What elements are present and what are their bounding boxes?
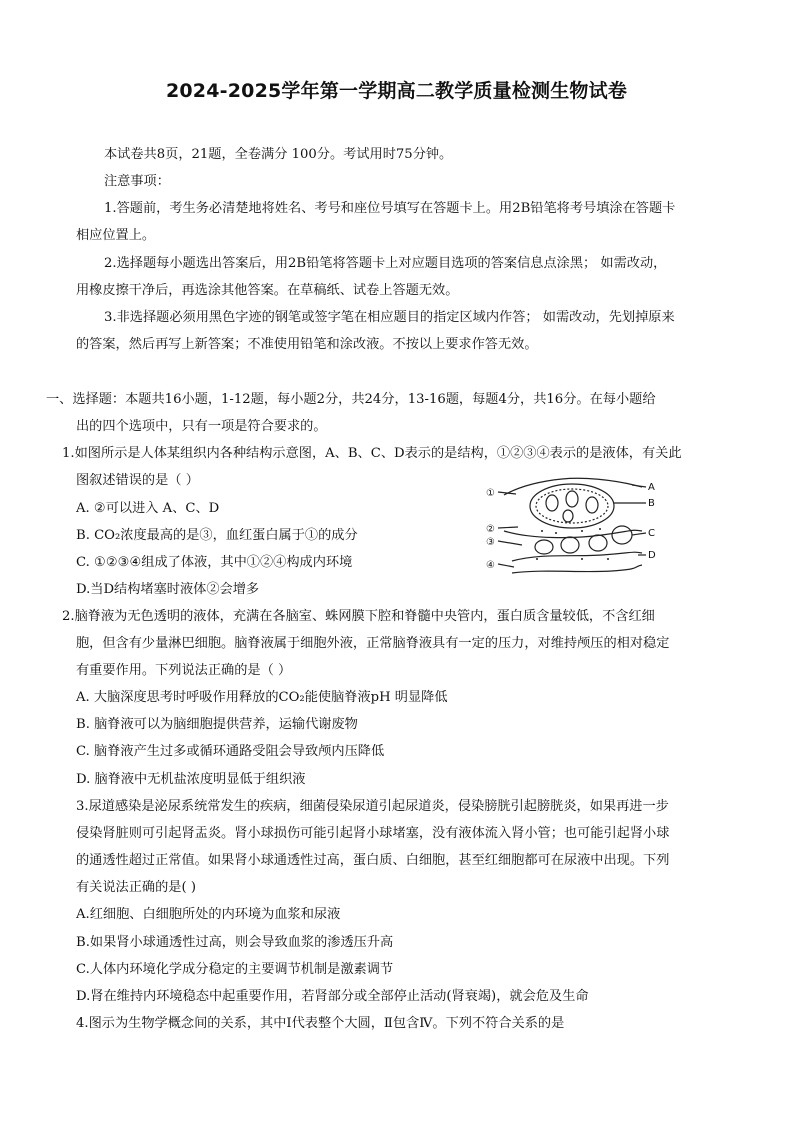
note-2-cont: 用橡皮擦干净后，再选涂其他答案。在草稿纸、试卷上答题无效。	[76, 283, 459, 298]
fig-label-c: C	[648, 528, 655, 539]
q2-option-b: B. 脑脊液可以为脑细胞提供营养，运输代谢废物	[76, 717, 358, 732]
fig-label-2: ②	[486, 524, 495, 535]
section-heading: 一、选择题：本题共16小题，1-12题，每小题2分，共24分，13-16题，每题4分，共16分。在每小题给	[46, 392, 656, 407]
q1-option-b: B. CO₂浓度最高的是③，血红蛋白属于①的成分	[76, 528, 358, 543]
section-heading-cont: 出的四个选项中，只有一项是符合要求的。	[76, 419, 327, 434]
fig-label-d: D	[648, 550, 656, 561]
q2-stem: 2.脑脊液为无色透明的液体，充满在各脑室、蛛网膜下腔和脊髓中央管内，蛋白质含量较低，不含红细	[62, 609, 655, 624]
fig-label-4: ④	[486, 560, 495, 571]
fig-label-b: B	[648, 498, 655, 509]
q2-option-a: A. 大脑深度思考时呼吸作用释放的CO₂能使脑脊液pH 明显降低	[76, 690, 448, 705]
exam-info: 本试卷共8页，21题，全卷满分 100分。考试用时75分钟。	[104, 147, 453, 162]
fig-label-a: A	[648, 482, 655, 493]
fig-label-1: ①	[486, 488, 495, 499]
q3-stem-cont-2: 的通透性超过正常值。如果肾小球通透性过高，蛋白质、白细胞，甚至红细胞都可在尿液中出现。下列	[76, 853, 670, 868]
q3-option-d: D.肾在维持内环境稳态中起重要作用，若肾部分或全部停止活动(肾衰竭)，就会危及生命	[76, 989, 589, 1004]
q3-stem: 3.尿道感染是泌尿系统常发生的疾病，细菌侵染尿道引起尿道炎，侵染膀胱引起膀胱炎，如果再进一步	[76, 799, 669, 814]
q1-stem-cont: 图叙述错误的是（ ）	[76, 473, 199, 488]
q4-stem: 4.图示为生物学概念间的关系，其中Ⅰ代表整个大圆，Ⅱ包含Ⅳ。下列不符合关系的是	[76, 1016, 565, 1031]
q1-option-c: C. ①②③④组成了体液，其中①②④构成内环境	[76, 555, 353, 570]
tissue-structure-diagram	[482, 473, 662, 583]
q1-option-d: D.当D结构堵塞时液体②会增多	[76, 582, 260, 597]
q1-stem: 1.如图所示是人体某组织内各种结构示意图，A、B、C、D表示的是结构，①②③④表示的是液体，有关此	[62, 446, 682, 461]
q3-option-a: A.红细胞、白细胞所处的内环境为血浆和尿液	[76, 907, 341, 922]
q3-stem-cont-1: 侵染肾脏则可引起肾盂炎。肾小球损伤可能引起肾小球堵塞，没有液体流入肾小管；也可能引起肾小球	[76, 826, 670, 841]
note-3-cont: 的答案，然后再写上新答案；不准使用铅笔和涂改液。不按以上要求作答无效。	[76, 337, 538, 352]
fig-label-3: ③	[486, 537, 495, 548]
q2-option-c: C. 脑脊液产生过多或循环通路受阻会导致颅内压降低	[76, 744, 385, 759]
note-3: 3.非选择题必须用黑色字迹的钢笔或签字笔在相应题目的指定区域内作答； 如需改动，先划掉原来	[104, 310, 675, 325]
q2-stem-cont-1: 胞，但含有少量淋巴细胞。脑脊液属于细胞外液，正常脑脊液具有一定的压力，对维持颅压的相对稳定	[76, 636, 670, 651]
q2-stem-cont-2: 有重要作用。下列说法正确的是（ ）	[76, 663, 292, 678]
q3-option-c: C.人体内环境化学成分稳定的主要调节机制是激素调节	[76, 962, 394, 977]
q1-option-a: A. ②可以进入 A、C、D	[76, 501, 220, 516]
page-title: 2024-2025学年第一学期高二教学质量检测生物试卷	[165, 80, 628, 102]
q2-option-d: D. 脑脊液中无机盐浓度明显低于组织液	[76, 772, 306, 787]
note-2: 2.选择题每小题选出答案后，用2B铅笔将答题卡上对应题目选项的答案信息点涂黑； 如需改动，	[104, 256, 667, 271]
note-1-cont: 相应位置上。	[76, 228, 156, 243]
q3-stem-cont-3: 有关说法正确的是( )	[76, 880, 196, 895]
notes-heading: 注意事项：	[104, 174, 170, 189]
q3-option-b: B.如果肾小球通透性过高，则会导致血浆的渗透压升高	[76, 935, 394, 950]
note-1: 1.答题前，考生务必清楚地将姓名、考号和座位号填写在答题卡上。用2B铅笔将考号填涂在答题卡	[104, 201, 676, 216]
